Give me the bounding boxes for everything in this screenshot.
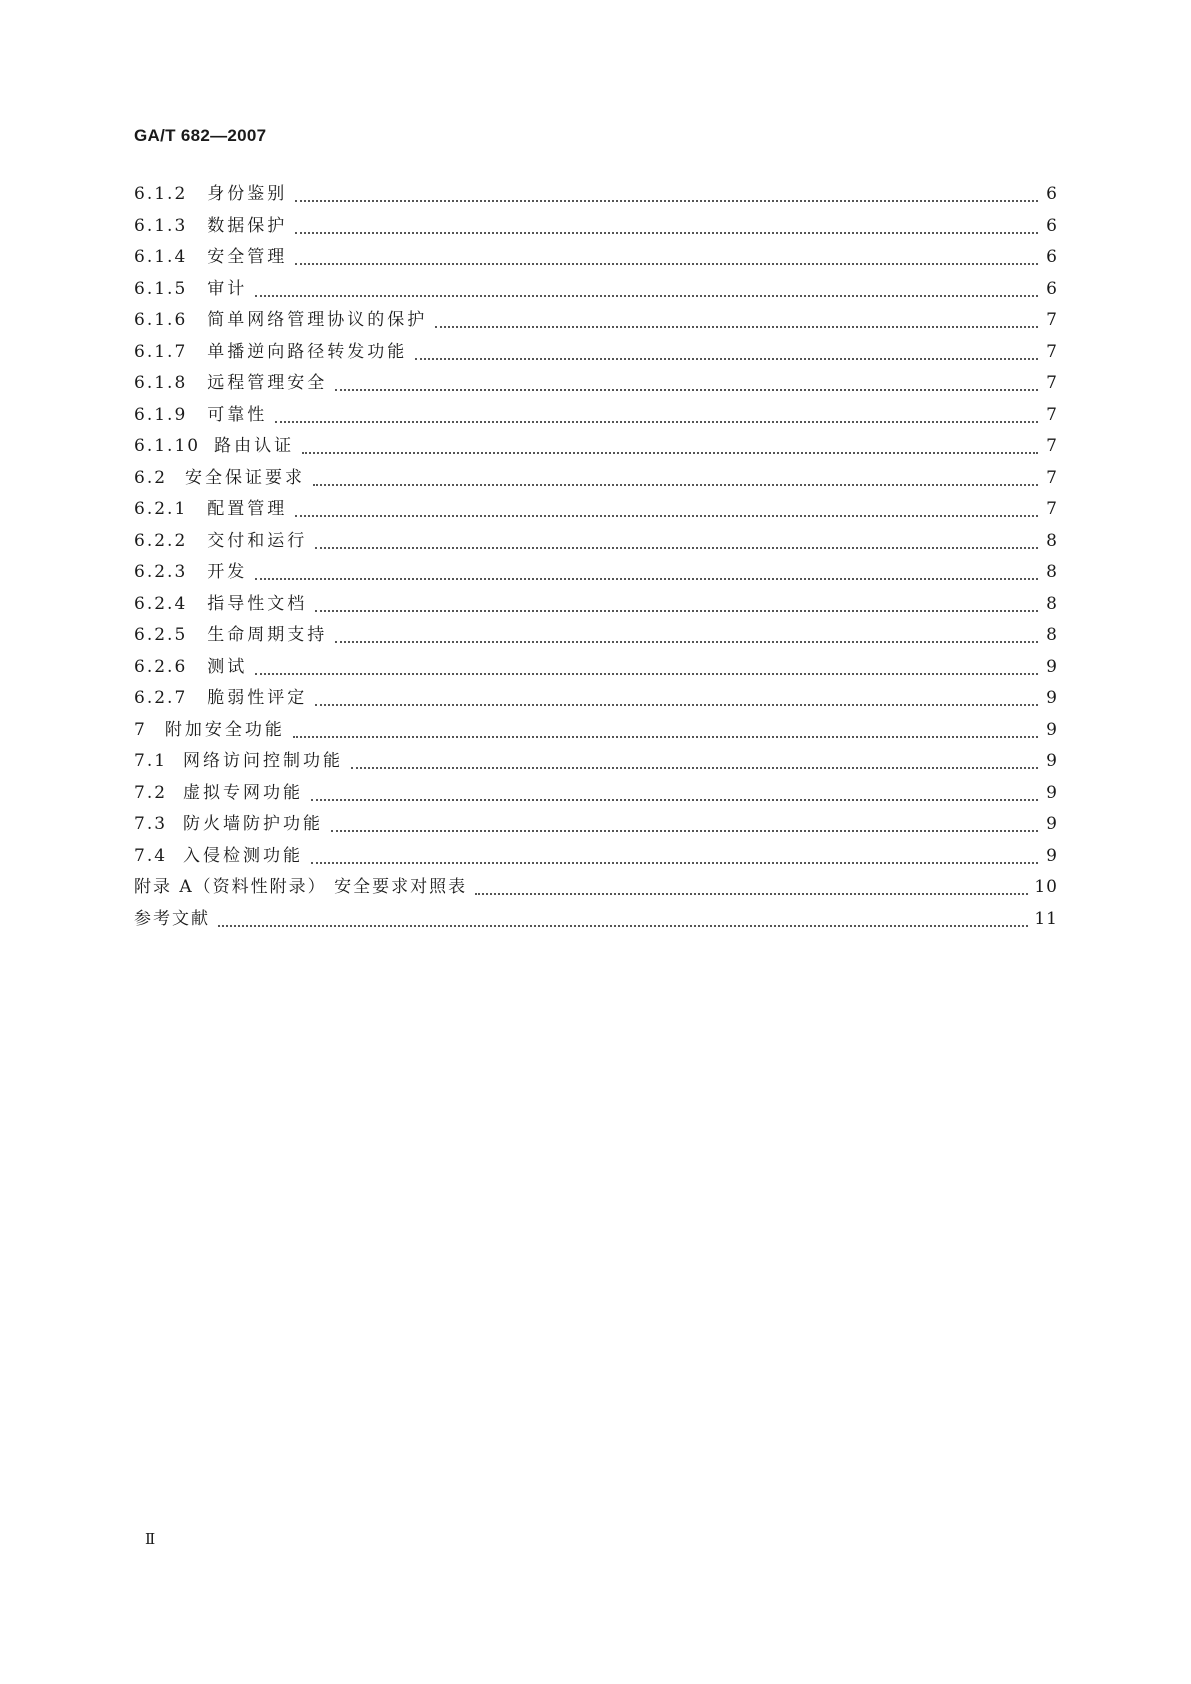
toc-dot-leader: [335, 640, 1038, 643]
toc-dot-leader: [295, 231, 1038, 234]
toc-dot-leader: [255, 577, 1038, 580]
toc-entry-page: 6: [1046, 247, 1058, 267]
toc-entry[interactable]: [134, 211, 1058, 243]
toc-entry[interactable]: [134, 683, 1058, 715]
toc-entry[interactable]: [134, 431, 1058, 463]
toc-entry-title: 安全管理: [207, 247, 288, 267]
toc-entry-number: 7: [134, 719, 147, 740]
toc-entry[interactable]: [134, 526, 1058, 558]
toc-entry[interactable]: [134, 557, 1058, 589]
toc-dot-leader: [475, 892, 1028, 895]
toc-dot-leader: [311, 798, 1038, 801]
toc-entry-page: 10: [1034, 877, 1058, 897]
toc-entry-title: 附录 A（资料性附录） 安全要求对照表: [134, 877, 468, 897]
toc-entry[interactable]: [134, 746, 1058, 778]
toc-entry-number: 6.1.5: [134, 278, 188, 299]
toc-entry-page: 9: [1046, 656, 1058, 677]
toc-entry-number: 6.2: [134, 467, 168, 488]
toc-dot-leader: [315, 703, 1038, 706]
toc-entry-number: 6.1.9: [134, 404, 188, 425]
toc-entry-number: 7.1: [134, 751, 168, 771]
toc-dot-leader: [293, 735, 1038, 738]
toc-entry-number: 6.1.8: [134, 373, 188, 393]
toc-entry[interactable]: [134, 620, 1058, 652]
toc-entry-page: 9: [1046, 782, 1058, 803]
toc-entry-page: 8: [1046, 530, 1058, 551]
toc-entry-page: 9: [1046, 814, 1058, 834]
toc-entry-number: 7.4: [134, 845, 168, 866]
table-of-contents: [134, 179, 1058, 935]
toc-entry-number: 6.1.6: [134, 310, 188, 330]
toc-entry-page: 8: [1046, 562, 1058, 582]
toc-entry[interactable]: [134, 715, 1058, 747]
toc-entry-number: 6.1.3: [134, 215, 188, 236]
toc-entry-page: 7: [1046, 499, 1058, 519]
toc-dot-leader: [311, 861, 1038, 864]
toc-dot-leader: [255, 672, 1038, 675]
toc-entry-title: 入侵检测功能: [183, 845, 304, 866]
toc-dot-leader: [351, 766, 1038, 769]
toc-entry-title: 生命周期支持: [207, 625, 328, 645]
toc-entry-number: 6.2.2: [134, 530, 188, 551]
toc-entry-page: 6: [1046, 215, 1058, 236]
toc-dot-leader: [315, 546, 1038, 549]
page-number: Ⅱ: [145, 1530, 155, 1548]
toc-entry-title: 审计: [207, 278, 248, 299]
toc-dot-leader: [295, 262, 1038, 265]
toc-entry[interactable]: [134, 400, 1058, 432]
toc-entry[interactable]: [134, 305, 1058, 337]
toc-entry-page: 7: [1046, 467, 1058, 488]
toc-entry-number: 6.2.1: [134, 499, 188, 519]
toc-entry-title: 数据保护: [207, 215, 288, 236]
toc-entry-number: 6.2.4: [134, 593, 188, 614]
toc-entry[interactable]: [134, 274, 1058, 306]
toc-entry-number: 7.2: [134, 782, 168, 803]
toc-dot-leader: [313, 483, 1038, 486]
toc-dot-leader: [435, 325, 1038, 328]
toc-entry-number: 6.2.3: [134, 562, 188, 582]
toc-entry-title: 简单网络管理协议的保护: [207, 310, 428, 330]
toc-entry-title: 脆弱性评定: [207, 688, 308, 708]
toc-entry[interactable]: [134, 179, 1058, 211]
toc-entry-page: 6: [1046, 278, 1058, 299]
toc-entry-number: 6.2.5: [134, 625, 188, 645]
toc-entry-title: 可靠性: [207, 404, 268, 425]
toc-entry-page: 8: [1046, 625, 1058, 645]
toc-entry-page: 9: [1046, 751, 1058, 771]
toc-entry-page: 9: [1046, 688, 1058, 708]
toc-entry[interactable]: [134, 904, 1058, 936]
toc-entry-page: 7: [1046, 436, 1058, 456]
toc-entry-title: 安全保证要求: [185, 467, 306, 488]
toc-entry-title: 测试: [207, 656, 248, 677]
toc-entry-page: 8: [1046, 593, 1058, 614]
toc-dot-leader: [315, 609, 1038, 612]
toc-entry-title: 网络访问控制功能: [183, 751, 344, 771]
toc-entry-number: 6.2.6: [134, 656, 188, 677]
toc-entry[interactable]: [134, 589, 1058, 621]
toc-entry-page: 9: [1046, 719, 1058, 740]
toc-entry-title: 身份鉴别: [207, 184, 288, 204]
toc-entry-page: 7: [1046, 404, 1058, 425]
toc-entry-page: 7: [1046, 310, 1058, 330]
toc-entry[interactable]: [134, 242, 1058, 274]
toc-entry[interactable]: [134, 368, 1058, 400]
toc-entry-title: 路由认证: [214, 436, 295, 456]
toc-entry-page: 7: [1046, 373, 1058, 393]
toc-entry[interactable]: [134, 463, 1058, 495]
toc-entry-title: 虚拟专网功能: [183, 782, 304, 803]
toc-entry-title: 单播逆向路径转发功能: [207, 341, 408, 362]
toc-dot-leader: [335, 388, 1038, 391]
toc-entry-title: 开发: [207, 562, 248, 582]
toc-dot-leader: [218, 924, 1028, 927]
toc-entry[interactable]: [134, 778, 1058, 810]
toc-entry[interactable]: [134, 809, 1058, 841]
toc-entry[interactable]: [134, 652, 1058, 684]
toc-entry[interactable]: [134, 494, 1058, 526]
toc-dot-leader: [255, 294, 1038, 297]
toc-entry-title: 远程管理安全: [207, 373, 328, 393]
toc-entry-number: 6.1.2: [134, 184, 188, 204]
toc-entry-page: 7: [1046, 341, 1058, 362]
toc-dot-leader: [295, 199, 1038, 202]
toc-entry-title: 附加安全功能: [164, 719, 285, 740]
toc-entry[interactable]: [134, 337, 1058, 369]
toc-entry-number: 6.2.7: [134, 688, 188, 708]
toc-entry-title: 交付和运行: [207, 530, 308, 551]
document-code: GA/T 682—2007: [134, 126, 267, 145]
toc-entry-page: 11: [1034, 908, 1058, 929]
toc-dot-leader: [275, 420, 1038, 423]
toc-entry-title: 防火墙防护功能: [183, 814, 324, 834]
toc-entry-number: 7.3: [134, 814, 168, 834]
toc-entry-title: 指导性文档: [207, 593, 308, 614]
toc-dot-leader: [302, 451, 1038, 454]
toc-entry[interactable]: [134, 841, 1058, 873]
toc-entry-page: 9: [1046, 845, 1058, 866]
toc-entry-page: 6: [1046, 184, 1058, 204]
toc-entry-number: 6.1.4: [134, 247, 188, 267]
toc-dot-leader: [415, 357, 1038, 360]
toc-entry-number: 6.1.10: [134, 436, 201, 456]
toc-entry[interactable]: [134, 872, 1058, 904]
toc-entry-title: 参考文献: [134, 908, 210, 929]
toc-entry-number: 6.1.7: [134, 341, 188, 362]
toc-dot-leader: [295, 514, 1038, 517]
toc-entry-title: 配置管理: [207, 499, 288, 519]
toc-dot-leader: [331, 829, 1038, 832]
